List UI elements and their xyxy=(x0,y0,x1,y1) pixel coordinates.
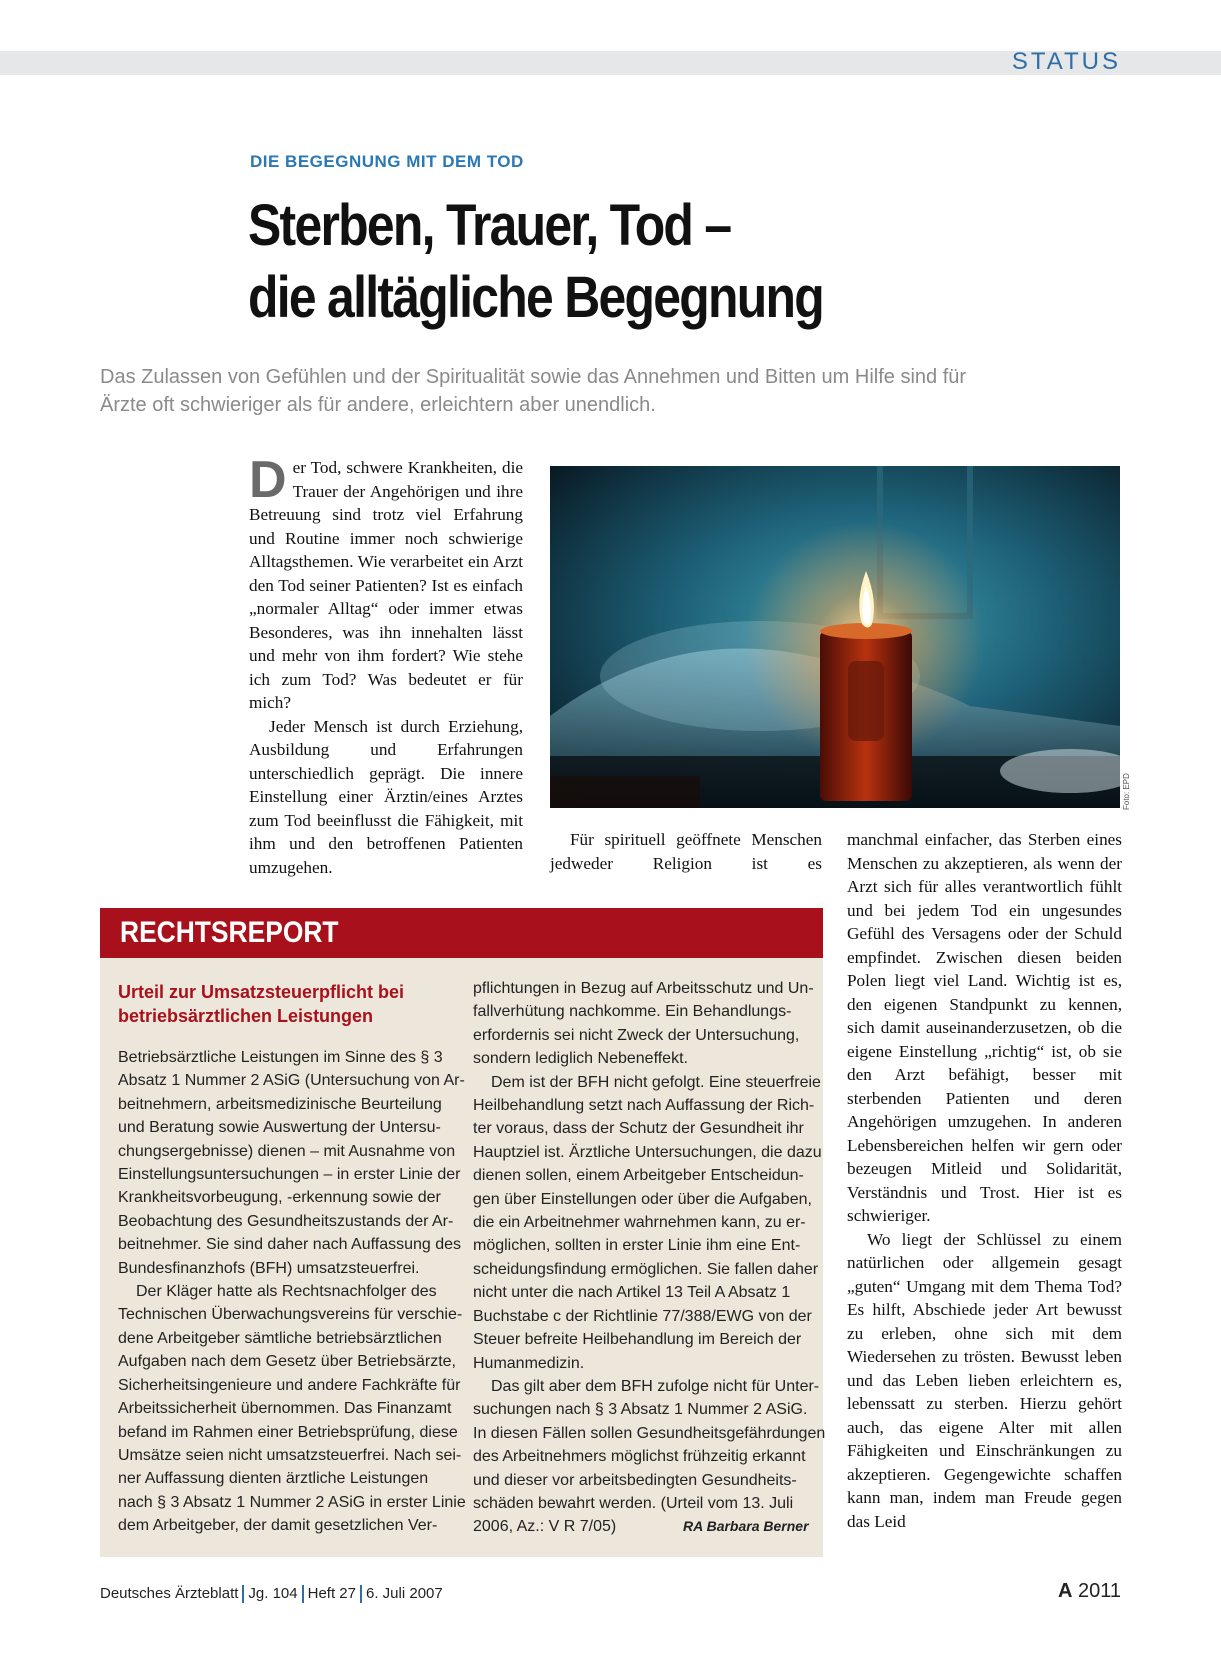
rechtsreport-author: RA Barbara Berner xyxy=(683,1518,809,1535)
journal-volume: Jg. 104 xyxy=(248,1585,298,1602)
footer-citation xyxy=(100,1585,443,1603)
article-column-1 xyxy=(249,451,523,879)
rechtsreport-line: beitnehmer. Sie sind daher nach Auffassung des xyxy=(118,1236,462,1254)
rechtsreport-line: möglichen, sollten in erster Linie ihm eine Ent- xyxy=(473,1237,801,1255)
rechtsreport-line: und dieser vor arbeitsbedingten Gesundheits- xyxy=(473,1471,797,1489)
rechtsreport-line: chungsergebnisse) dienen – mit Ausnahme von xyxy=(118,1142,456,1160)
article-paragraph-2: Jeder Mensch ist durch Erziehung, Ausbildung und Erfahrungen unterschiedlich geprägt. Die innere Einstellung einer Ärztin/eines Arztes zum Tod beeinflusst die Fähigkeit, mit ihm und den betroffenen Patienten umzugehen. xyxy=(249,716,523,877)
headline-line-1: Sterben, Trauer, Tod – xyxy=(248,193,731,258)
rechtsreport-line: dienen sollen, einem Arbeitgeber Entscheidun- xyxy=(473,1167,804,1185)
drop-cap: D xyxy=(249,451,287,509)
lead-line-2: Ärzte oft schwieriger als für andere, erleichtern aber unendlich. xyxy=(100,394,656,416)
rechtsreport-subhead: Urteil zur Umsatzsteuerpflicht bei betriebsärztlichen Leistungen xyxy=(118,982,405,1026)
journal-name: Deutsches Ärzteblatt xyxy=(100,1585,239,1602)
rechtsreport-line: gen über Einstellungen oder über die Aufgaben, xyxy=(473,1190,812,1208)
rechtsreport-line: Krankheitsvorbeugung, -erkennung sowie der xyxy=(118,1189,441,1207)
rechtsreport-line: Technischen Überwachungsvereins für verschie- xyxy=(118,1306,463,1324)
rechtsreport-line: beitnehmern, arbeitsmedizinische Beurteilung xyxy=(118,1095,442,1113)
rechtsreport-line: Humanmedizin. xyxy=(473,1354,585,1372)
rechtsreport-line: Absatz 1 Nummer 2 ASiG (Untersuchung von Ar- xyxy=(118,1072,465,1090)
rechtsreport-line: Einstellungsuntersuchungen – in erster Linie der xyxy=(118,1166,461,1184)
rechtsreport-line: fallverhütung nachkomme. Ein Behandlungs- xyxy=(473,1003,792,1021)
rechtsreport-line: Sicherheitsingenieure und andere Fachkräfte für xyxy=(118,1376,461,1394)
rechtsreport-line: Heilbehandlung setzt nach Auffassung der Rich- xyxy=(473,1097,815,1115)
rechtsreport-line: Der Kläger hatte als Rechtsnachfolger des xyxy=(136,1283,437,1301)
rechtsreport-line: nicht unter die nach Artikel 13 Teil A Absatz 1 xyxy=(473,1284,791,1302)
article-paragraph-5: Wo liegt der Schlüssel zu einem natürlichen oder allgemein gesagt „guten“ Umgang mit dem Thema Tod? Es hilft, Abschiede jeder Art bewusst zu erleben, ohne sich mit dem Wiedersehen zu trösten. Bewusst leben und das Leben lieben erleichtern es, lebenssatt zu sterben. Hierzu gehört auch, das eigene Alter mit allen Fähigkeiten und Einschränkungen zu akzeptieren. Gegengewichte schaffen kann man, indem man Freude gegen das Leid xyxy=(847,1229,1122,1531)
rechtsreport-line: Bundesfinanzhofs (BFH) umsatzsteuerfrei. xyxy=(118,1259,420,1277)
lead-line-1: Das Zulassen von Gefühlen und der Spiritualität sowie das Annehmen und Bitten um Hilfe sind für xyxy=(100,366,967,388)
photo-credit: Foto: EPD xyxy=(1122,773,1131,810)
article-paragraph-4: manchmal einfacher, das Sterben eines Menschen zu akzeptieren, als wenn der Arzt sich für alles verantwortlich fühlt und bei jedem Tod ein ungesundes Gefühl des Versagens oder der Schuld empfindet. Zwischen diesen beiden Polen liegt viel Land. Wichtig ist es, den eigenen Standpunkt zu kennen, sich damit auseinanderzusetzen, ob die eigene Einstellung „richtig“ ist, ob sie den Arzt befähigt, besser mit sterbenden Patienten und deren Angehörigen umzugehen. In anderen Lebensbereichen helfen wir gern oder bezeugen Mitleid und Solidarität, Verständnis und Trost. Hier ist es schwieriger. xyxy=(847,830,1122,1225)
article-column-3 xyxy=(847,828,1122,1533)
rechtsreport-line: scheidungsfindung ermöglichen. Sie fallen daher xyxy=(473,1260,819,1278)
rechtsreport-column-2 xyxy=(473,977,826,1539)
paragraph-1-text: er Tod, schwere Krankheiten, die Trauer der Angehörigen und ihre Betreuung sind trotz viel Erfahrung und Routine immer noch schwierige Alltagsthemen. Wie verarbeitet ein Arzt den Tod seiner Patienten? Ist es einfach „normaler Alltag“ oder immer etwas Besonderes, was ihn innehalten lässt und mehr von ihm fordert? Wie stehe ich zum Tod? Was bedeutet er für mich? xyxy=(249,458,523,712)
rechtsreport-title: RECHTSREPORT xyxy=(120,916,339,949)
rechtsreport-line: Aufgaben nach dem Gesetz über Betriebsärzte, xyxy=(118,1353,456,1371)
rechtsreport-line: Betriebsärztliche Leistungen im Sinne des § 3 xyxy=(118,1049,443,1066)
section-label: STATUS xyxy=(1011,48,1121,75)
rechtsreport-line: ner Auffassung dienten ärztliche Leistungen xyxy=(118,1470,429,1488)
journal-date: 6. Juli 2007 xyxy=(366,1585,443,1602)
rechtsreport-line: nach § 3 Absatz 1 Nummer 2 ASiG in erster Linie xyxy=(118,1493,466,1511)
rechtsreport-line: schäden bewahrt werden. (Urteil vom 13. Juli xyxy=(473,1494,794,1512)
footer-separator xyxy=(302,1585,304,1603)
rechtsreport-line: die ein Arbeitnehmer wahrnehmen kann, zu er- xyxy=(473,1214,806,1232)
rechtsreport-line: dem Arbeitgeber, der damit gesetzlichen Ver- xyxy=(118,1517,438,1535)
headline-line-2: die alltägliche Begegnung xyxy=(248,265,824,330)
rechtsreport-line: Hauptziel ist. Ärztliche Untersuchungen, die dazu xyxy=(473,1143,822,1161)
rechtsreport-line: Steuer befreite Heilbehandlung im Bereich der xyxy=(473,1331,802,1349)
rechtsreport-line: Umsätze seien nicht umsatzsteuerfrei. Nach sei- xyxy=(118,1446,462,1464)
rechtsreport-line: Das gilt aber dem BFH zufolge nicht für Unter- xyxy=(491,1377,820,1395)
rechtsreport-line: sondern lediglich Nebeneffekt. xyxy=(473,1050,688,1068)
rechtsreport-line: des Arbeitnehmers möglichst frühzeitig erkannt xyxy=(473,1448,806,1466)
rechtsreport-line: erfordernis sei nicht Zweck der Untersuchung, xyxy=(473,1026,800,1044)
article-kicker: DIE BEGEGNUNG MIT DEM TOD xyxy=(250,152,524,171)
rechtsreport-line: 2006, Az.: V R 7/05) RA Barbara Berner xyxy=(473,1515,813,1538)
page-number-value: 2011 xyxy=(1077,1580,1121,1602)
footer-separator xyxy=(242,1585,244,1603)
page-number xyxy=(1058,1580,1121,1603)
rechtsreport-column-1 xyxy=(118,1046,466,1538)
page-prefix: A xyxy=(1057,1580,1073,1602)
candle-photo xyxy=(550,466,1120,808)
rechtsreport-line: dene Arbeitgeber sämtliche betriebsärztlichen xyxy=(118,1329,442,1347)
rechtsreport-line: Arbeitssicherheit übernommen. Das Finanzamt xyxy=(118,1400,452,1418)
rechtsreport-line: Beobachtung des Gesundheitszustands der Ar- xyxy=(118,1212,454,1230)
rechtsreport-line: befand im Rahmen einer Betriebsprüfung, diese xyxy=(118,1423,458,1441)
footer-separator xyxy=(360,1585,362,1603)
article-paragraph-1 xyxy=(249,451,523,715)
rechtsreport-line: Dem ist der BFH nicht gefolgt. Eine steuerfreie xyxy=(491,1073,821,1091)
article-column-2 xyxy=(550,828,822,875)
article-lead xyxy=(100,363,1130,419)
rechtsreport-line: pflichtungen in Bezug auf Arbeitsschutz und Un- xyxy=(473,980,814,997)
rechtsreport-line: und Beratung sowie Auswertung der Untersu- xyxy=(118,1119,441,1137)
rechtsreport-line: suchungen nach § 3 Absatz 1 Nummer 2 ASiG. xyxy=(473,1401,808,1419)
article-paragraph-3: Für spirituell geöffnete Menschen jedweder Religion ist es xyxy=(550,830,822,873)
rechtsreport-line: In diesen Fällen sollen Gesundheitsgefährdungen xyxy=(473,1424,826,1442)
journal-issue: Heft 27 xyxy=(307,1585,356,1602)
rechtsreport-line: Buchstabe c der Richtlinie 77/388/EWG von der xyxy=(473,1307,812,1325)
rechtsreport-line: ter voraus, dass der Schutz der Gesundheit ihr xyxy=(473,1120,804,1138)
